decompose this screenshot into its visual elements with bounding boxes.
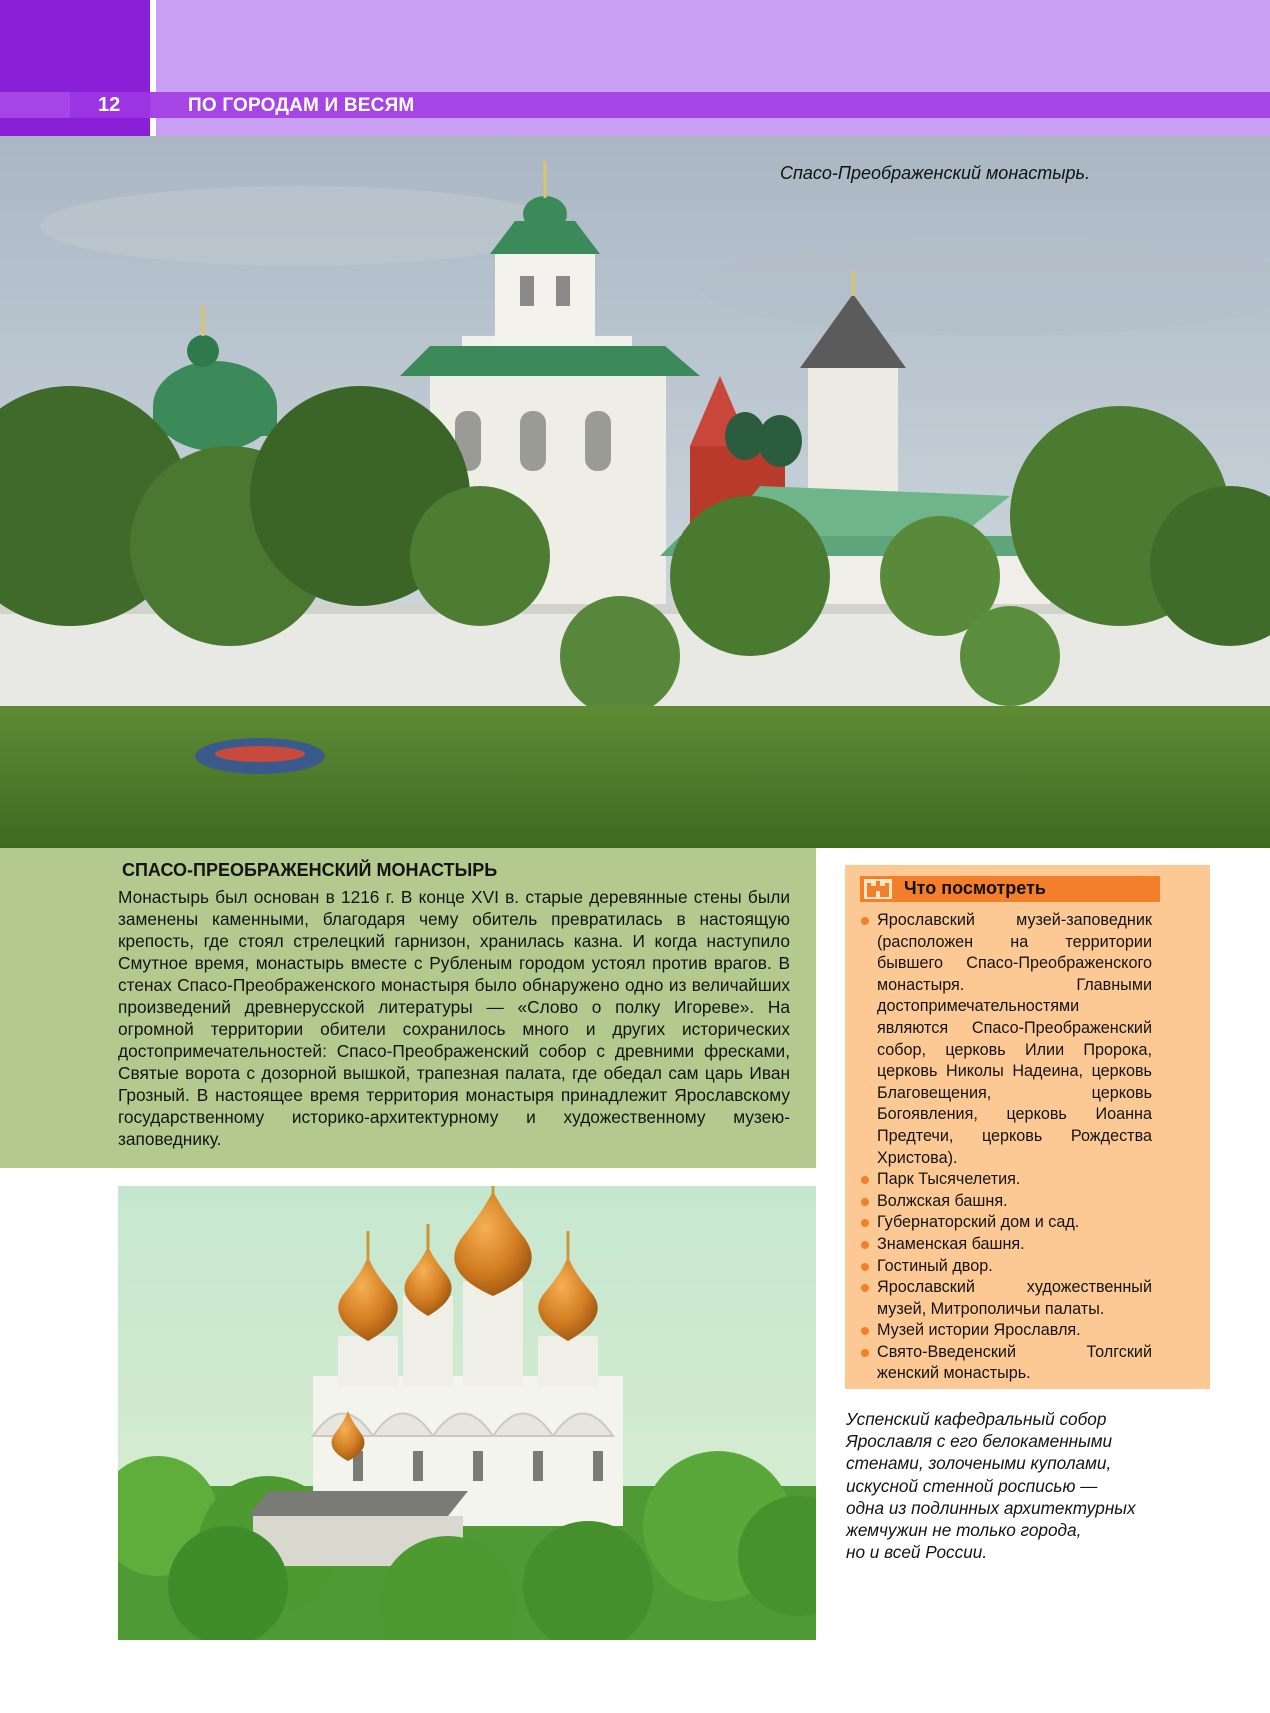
photo-caption-monastery: Спасо-Преображенский монастырь.	[780, 163, 1090, 183]
list-item: Свято-Введенский Толгский женский монастырь.	[860, 1342, 1152, 1385]
castle-icon	[864, 879, 892, 899]
list-item: Губернаторский дом и сад.	[860, 1212, 1152, 1234]
list-item: Ярославский художественный музей, Митрополичьи палаты.	[860, 1277, 1152, 1320]
sights-title: Что посмотреть	[904, 878, 1046, 898]
list-item: Гостиный двор.	[860, 1256, 1152, 1278]
sights-list	[860, 910, 1152, 1385]
list-item: Музей истории Ярославля.	[860, 1320, 1152, 1342]
photo-monastery	[0, 136, 1270, 848]
section-title: ПО ГОРОДАМ И ВЕСЯМ	[188, 95, 415, 116]
list-item: Парк Тысячелетия.	[860, 1169, 1152, 1191]
list-item: Ярославский музей-заповедник (расположен на территории бывшего Спасо-Преображенского монастыря. Главными достопримечательностями являются Спасо-Преображенский собор, церковь Илии Пророка, церковь Николы Надеина, церковь Благовещения, церковь Богоявления, церковь Иоанна Предтечи, церковь Рождества Христова).	[860, 910, 1152, 1169]
photo-caption-cathedral: Успенский кафедральный собор Ярославля с его белокаменными стенами, золочеными куполами, искусной стенной росписью — одна из подлинных архитектурных жемчужин не только города, но и всей России.	[846, 1409, 1136, 1563]
list-item: Волжская башня.	[860, 1191, 1152, 1213]
article-title: СПАСО-ПРЕОБРАЖЕНСКИЙ МОНАСТЫРЬ	[122, 860, 498, 880]
photo-cathedral	[118, 1186, 816, 1640]
list-item: Знаменская башня.	[860, 1234, 1152, 1256]
page-number: 12	[98, 94, 121, 116]
article-body: Монастырь был основан в 1216 г. В конце XVI в. старые деревянные стены были заменены каменными, благодаря чему обитель превратилась в настоящую крепость, где стоял стрелецкий гарнизон, хранилась казна. И когда наступило Смутное время, монастырь вместе с Рубленым городом устоял против врагов. В стенах Спасо-Преображенского монастыря было обнаружено одно из величайших произведений древнерусской литературы — «Слово о полку Игореве». На огромной территории обители сохранилось много и других исторических достопримечательностей: Спасо-Преображенский собор с древними фресками, Святые ворота с дозорной вышкой, трапезная палата, где обедал сам царь Иван Грозный. В настоящее время территория монастыря принадлежит Ярославскому государственному историко-архитектурному и художественному музею-заповеднику.	[118, 887, 790, 1149]
